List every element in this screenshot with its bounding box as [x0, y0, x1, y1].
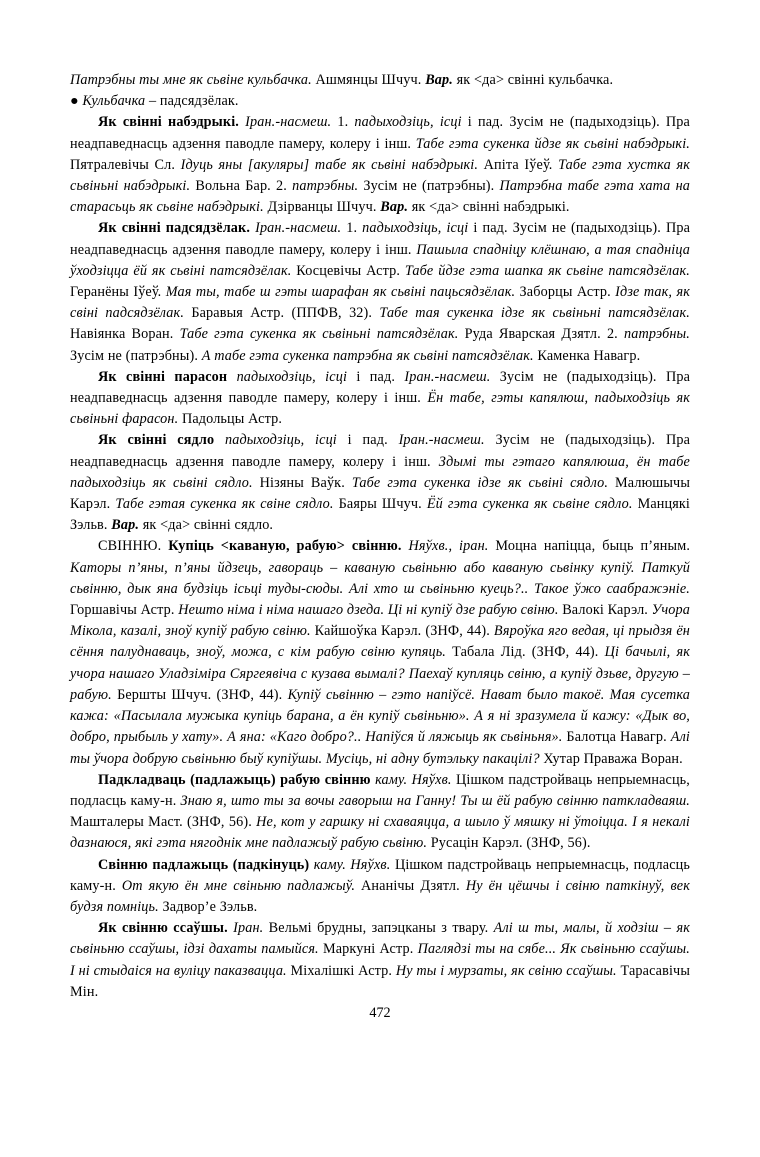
text-run: Манцякі Зэльв. [70, 496, 691, 534]
text-run: Дзірванцы Шчуч. [263, 199, 381, 216]
text-run: патрэбны. [292, 178, 359, 195]
text-run: і пад. Зусім не (падыходзіць). Пра неадпаведнасць адзення паводле памеру, колеру і інш. [70, 114, 690, 152]
text-run: Іран.-насмеш. [239, 114, 332, 131]
text-run: Як свінні набэдрыкі. [98, 114, 239, 131]
text-run: Балотца Навагр. [562, 729, 671, 746]
text-run: Вар. [425, 72, 453, 88]
text-run: як <да> свінні набэдрыкі. [408, 199, 570, 216]
text-run: Ёй гэта сукенка як сьвіне сядло. [426, 496, 633, 513]
text-run: Алі ш ты, малы, й ходзіш – як сьвіньню ссаўшы, ідзі дахаты памыйся. [70, 920, 690, 958]
text-run: Вар. [111, 517, 140, 534]
text-run: Зусім не (патрэбны). [358, 178, 500, 195]
text-run: 1. [341, 220, 363, 237]
text-run: каму. Няўхв. [370, 771, 452, 788]
text-run: Зусім не (патрэбны). [70, 347, 202, 364]
text-run: Учора Мікола, казалі, зноў купіў рабую свіню. [70, 602, 690, 640]
text-run: Табала Лід. (ЗНФ, 44). [445, 644, 605, 661]
text-run: Іран. [227, 920, 264, 937]
text-run: Маркуні Астр. [318, 941, 418, 958]
text-run: Іран.-насмеш. [404, 368, 491, 385]
text-run: Падольцы Астр. [178, 411, 283, 428]
text-run: Горшавічы Астр. [70, 602, 179, 619]
text-run: Цішком падстройваць непрыемнасць, подласць каму-н. [70, 771, 690, 809]
text-run: Як свінні сядло [98, 432, 215, 449]
text-run: А табе гэта сукенка патрэбна як сьвіні патсядзёлак. [201, 347, 534, 364]
text-run: Купіў сьвінню – гэто напіўсё. Нават было такоё. Мая сусетка кажа: «Пасылала мужыка купіць барана, а ён купіў сьвіньню». А я ні зразумела й кажу: «Дык во, добро, прыбыль у хату». А яна: «Каго добро?.. Напіўся й ляжыць як сьвіньня». [70, 686, 690, 746]
text-run: Табе гэта сукенка ідзе як сьвіні сядло. [351, 474, 609, 491]
text-run: Косцевічы Астр. [291, 262, 405, 279]
text-run: падыходзіць, ісці [362, 220, 469, 237]
text-run: Падкладваць (падлажыць) рабую свінню [98, 771, 371, 788]
text-run: Алі ты ўчора добрую сьвіньню быў купіўшы. Мусіць, ні адну бутэльку пакацілі? [70, 729, 690, 767]
text-run: Баравыя Астр. (ППФВ, 32). [184, 305, 380, 322]
text-run: Русацін Карэл. (ЗНФ, 56). [427, 835, 591, 852]
text-run: як <да> свінні кульбачка. [452, 72, 614, 88]
text-run: Кульбачка [82, 93, 146, 110]
paragraph-p-nabedryki [70, 112, 690, 218]
text-run: Не, кот у гаршку ні схаваяцца, а шыло ў мяшку ні ўтоіцца. І я некалі дазнаюся, які гэта нягоднік мне падлажыў рабую сьвіню. [70, 814, 690, 852]
text-run: Зусім не (падыходзіць). Пра неадпаведнасць адзення паводле памеру, колеру і інш. [70, 432, 691, 470]
text-run: і пад. [347, 368, 405, 385]
text-run: Заборцы Астр. [515, 284, 616, 301]
text-run: Здымі ты гэтаго капялюша, ён табе падыходзіць як сьвіні сядло. [70, 453, 690, 491]
text-run: Ананічы Дзятл. [355, 877, 466, 894]
text-run: От якую ён мне свіньню падлажыў. [121, 877, 356, 894]
text-run: Вельмі брудны, запэцканы з твару. [263, 920, 494, 937]
text-run: і пад. Зусім не (падыходзіць). Пра неадпаведнасць адзення паводле памеру, колеру і інш. [70, 220, 691, 258]
text-run: Вяроўка яго ведая, ці прыдзя ён сёння палуднаваць, зноў, можа, с кім рабую свіню купяць. [70, 623, 690, 661]
text-run: Ён табе, гэты капялюш, падыходзіць як сьвіньні фарасон. [70, 390, 690, 428]
text-run: Табе тая сукенка ідзе як сьвіньні патсядзёлак. [379, 305, 690, 322]
paragraph-p-padsyadzyolak [70, 218, 690, 366]
text-run: Валокі Карэл. [558, 602, 652, 619]
paragraph-p-svinnyu-kupic [70, 536, 690, 769]
text-run: Задвор’е Зэльв. [158, 898, 258, 915]
text-run: Мая ты, табе ш гэты шарафан як сьвіні пацьсядзёлак. [165, 284, 516, 301]
text-run: Няўхв., іран. [401, 538, 489, 555]
text-run: Пашыла спадніцу клёшнаю, а тая спадніца ўходзіцца ёй як сьвіні патсядзёлак. [70, 241, 690, 279]
text-run: Цішком падстройваць непрыемнасць, подласць каму-н. [70, 856, 690, 894]
text-run: Нешто німа і німа нашаго дзеда. Ці ні купіў дзе рабую свіню. [178, 602, 559, 619]
paragraph-p-padkladvac [70, 770, 690, 855]
text-run: Як свінню ссаўшы. [98, 920, 228, 937]
text-run: Паглядзі ты на сябе... Як сьвіньню ссаўшы. І ні стыдаіся на вуліцу паказвацца. [70, 941, 690, 979]
text-run: Ідзе так, як свіні падсядзёлак. [70, 284, 690, 322]
text-run: Кайшоўка Карэл. (ЗНФ, 44). [310, 623, 494, 640]
page-body [70, 70, 690, 1003]
text-run: Руда Яварская Дзятл. 2. [458, 326, 624, 343]
paragraph-p-svinnyu-padlazhyc [70, 855, 690, 919]
text-run: Свінню падлажыць (падкінуць) [98, 856, 310, 873]
paragraph-p-syadlo [70, 430, 690, 536]
text-run: патрэбны. [623, 326, 690, 343]
text-run: Табе гэта сукенка йдзе як сьвіні набэдрыкі. [415, 135, 690, 152]
text-run: Табе гэта сукенка як сьвіньні патсядзёлак. [179, 326, 459, 343]
text-run: СВІННЮ. [98, 538, 169, 555]
text-run: Ну ён цёшчы і свіню паткінуў, век будзя помніць. [70, 877, 690, 915]
text-run: Машталеры Маст. (ЗНФ, 56). [70, 814, 257, 831]
text-run: падыходзіць, ісці [214, 432, 337, 449]
text-run: Знаю я, што ты за вочы гаворыш на Ганну! Ты ш ёй рабую свінню паткладваяш. [180, 792, 690, 809]
text-run: – падсядзёлак. [145, 93, 239, 110]
text-run: Іран.-насмеш. [398, 432, 485, 449]
text-run: Каторы п’яны, п’яны йдзець, гавораць – каваную сьвіньню або каваную сьвінку купіў. Паткуй сьвінню, дык яна будзіць ісьці туды-сюды. Алі хто ш сьвіньню куець?.. Такое ўжо саабражэніе. [70, 559, 690, 597]
text-run: Як свінні падсядзёлак. [98, 220, 251, 237]
text-run: Пятралевічы Сл. [70, 156, 181, 173]
paragraph-p-kulbachka-gloss [70, 91, 690, 112]
paragraph-p-parason [70, 367, 690, 431]
text-run: Тарасавічы Мін. [70, 962, 690, 1000]
text-run: Ідуць яны [акуляры] табе як сьвіні набэдрыкі. [180, 156, 479, 173]
text-run: Купіць <каваную, рабую> свінню. [168, 538, 402, 555]
paragraph-p-kulbachka-example [70, 70, 690, 91]
text-run: Патрэбны ты мне як сьвіне кульбачка. [70, 72, 312, 88]
text-run: Каменка Навагр. [533, 347, 641, 364]
paragraph-p-ssaushy [70, 918, 690, 1003]
text-run: Малюшычы Карэл. [70, 474, 691, 513]
page-number: 472 [369, 1005, 391, 1021]
text-run: Як свінні парасон [98, 368, 228, 385]
text-run: Зусім не (падыходзіць). Пра неадпаведнасць адзення паводле памеру, колеру і інш. [70, 368, 691, 407]
text-run: Ці бачылі, як учора нашаго Уладзіміра Сяргеявіча с кузава вымалі? Паехаў купляць свіню, а купіў дзьве, другую – рабую. [70, 644, 690, 703]
text-run: Вольна Бар. 2. [190, 178, 293, 195]
text-run: і пад. [336, 432, 399, 449]
text-run: Нізяны Ваўк. [252, 474, 352, 491]
text-run: Іран.-насмеш. [250, 220, 342, 237]
text-run: ● [70, 93, 83, 110]
text-run: каму. Няўхв. [309, 856, 391, 873]
text-run: Апіта Іўеў. [478, 156, 559, 173]
text-run: Навіянка Воран. [70, 326, 180, 343]
text-run: падыходзіць, ісці [227, 368, 348, 385]
text-run: як <да> свінні сядло. [139, 517, 274, 534]
text-run: Баяры Шчуч. [333, 496, 427, 513]
text-run: Моцна напіцца, быць п’яным. [488, 538, 691, 555]
text-run: Патрэбна табе гэта хата на старасьць як сьвіне набэдрыкі. [70, 178, 690, 216]
text-run: падыходзіць, ісці [354, 114, 462, 131]
text-run: Табе йдзе гэта шапка як сьвіне патсядзёлак. [404, 262, 690, 279]
text-run: Бершты Шчуч. (ЗНФ, 44). [111, 686, 288, 703]
text-run: Табе гэта хустка як сьвіньні набэдрыкі. [70, 156, 690, 195]
text-run: Ашмянцы Шчуч. [311, 72, 426, 88]
text-run: Ну ты і мурзаты, як свіню ссаўшы. [395, 962, 617, 979]
text-run: 1. [331, 114, 355, 131]
text-run: Вар. [380, 199, 409, 216]
text-run: Геранёны Іўеў. [70, 284, 166, 301]
text-run: Табе гэтая сукенка як свіне сядло. [115, 496, 334, 513]
text-run: Міхалішкі Астр. [286, 962, 396, 979]
text-run: Хутар Праважа Воран. [539, 750, 683, 767]
